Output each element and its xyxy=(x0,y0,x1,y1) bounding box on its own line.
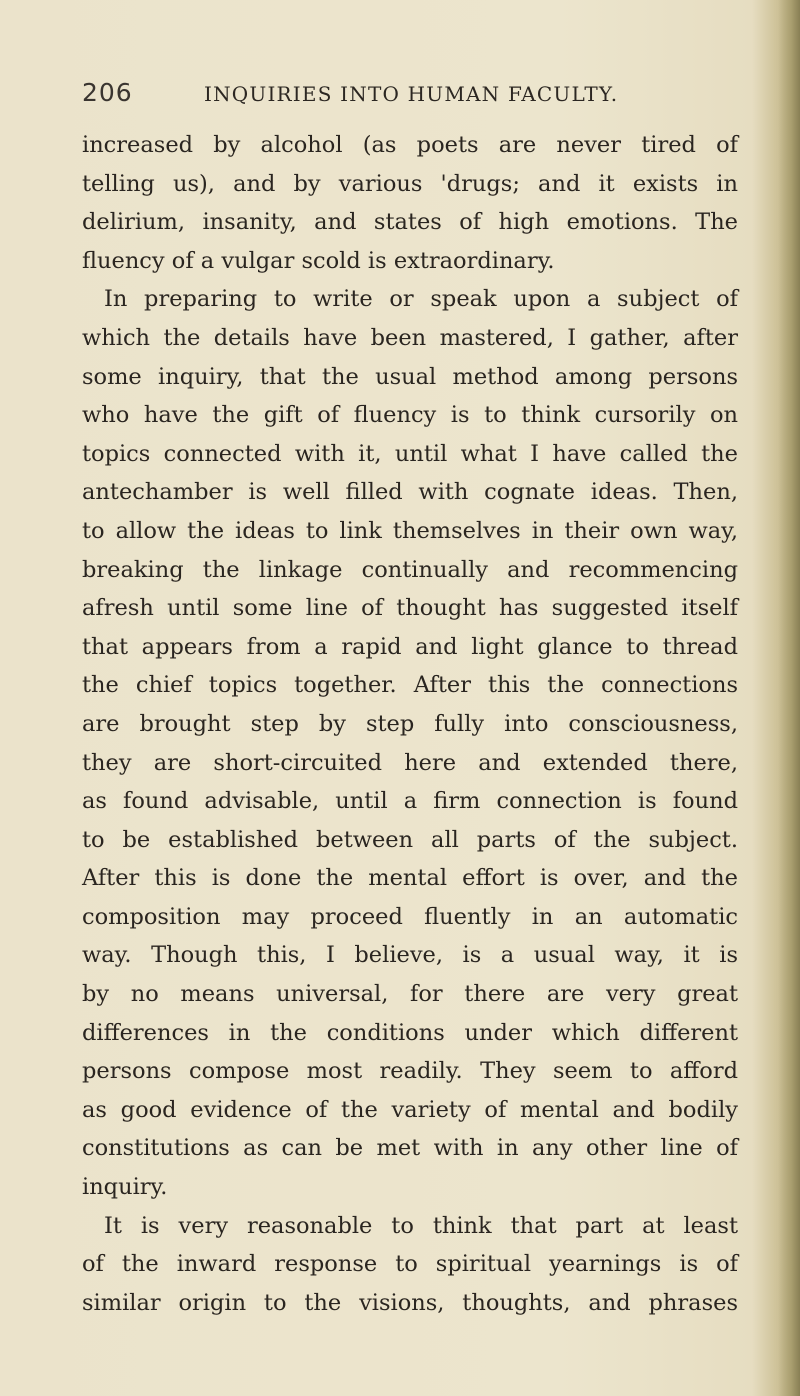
running-title: INQUIRIES INTO HUMAN FACULTY. xyxy=(204,82,619,106)
text-line: the chief topics together. After this the connections xyxy=(82,672,738,699)
text-line: breaking the linkage continually and recommencing xyxy=(82,556,738,583)
text-line: by no means universal, for there are very great xyxy=(82,981,738,1008)
text-line: of the inward response to spiritual yearnings is of xyxy=(82,1251,738,1278)
text-line: antechamber is well filled with cognate ideas. Then, xyxy=(82,479,738,506)
paragraph-start-line: It is very reasonable to think that part at least xyxy=(104,1212,738,1239)
text-line: increased by alcohol (as poets are never tired of xyxy=(82,132,738,158)
body-text xyxy=(82,126,738,1322)
text-line: constitutions as can be met with in any other line of xyxy=(82,1135,738,1162)
paragraph-start-line: In preparing to write or speak upon a subject of xyxy=(104,286,738,313)
text-line: afresh until some line of thought has suggested itself xyxy=(82,595,738,622)
text-line: as found advisable, until a firm connection is found xyxy=(82,788,738,815)
text-line: who have the gift of fluency is to think cursorily on xyxy=(82,402,738,429)
text-line: telling us), and by various 'drugs; and it exists in xyxy=(82,170,738,197)
text-line: composition may proceed fluently in an automatic xyxy=(82,903,738,930)
text-line: they are short-circuited here and extended there, xyxy=(82,749,738,776)
text-line: similar origin to the visions, thoughts, and phrases xyxy=(82,1289,738,1316)
text-line: topics connected with it, until what I have called the xyxy=(82,440,738,467)
text-line: which the details have been mastered, I gather, after xyxy=(82,324,738,351)
text-line: differences in the conditions under which different xyxy=(82,1019,738,1046)
text-line: fluency of a vulgar scold is extraordinary. xyxy=(82,247,555,274)
text-line: inquiry. xyxy=(82,1174,168,1201)
text-line: as good evidence of the variety of mental and bodily xyxy=(82,1096,738,1123)
text-line: to allow the ideas to link themselves in their own way, xyxy=(82,517,738,544)
page-header xyxy=(82,78,762,122)
page-number: 206 xyxy=(82,78,133,107)
text-line: After this is done the mental effort is over, and the xyxy=(82,865,738,892)
text-line: are brought step by step fully into consciousness, xyxy=(82,710,738,737)
text-line: some inquiry, that the usual method among persons xyxy=(82,363,738,390)
text-line: to be established between all parts of the subject. xyxy=(82,826,738,853)
text-line: persons compose most readily. They seem to afford xyxy=(82,1058,738,1085)
text-line: way. Though this, I believe, is a usual way, it is xyxy=(82,942,738,969)
page-edge-shadow xyxy=(778,0,800,1396)
text-line: delirium, insanity, and states of high emotions. The xyxy=(82,209,738,236)
text-line: that appears from a rapid and light glance to thread xyxy=(82,633,738,660)
